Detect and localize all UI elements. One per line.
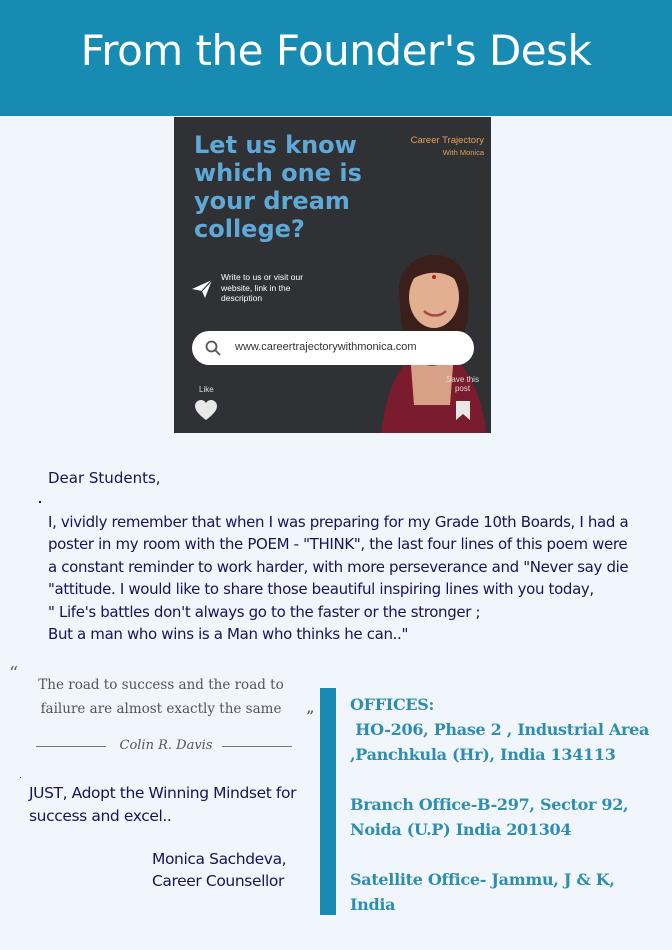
- poster-cta: Write to us or visit our website, link in the description: [221, 272, 304, 303]
- letter-body: I, vividly remember that when I was preparing for my Grade 10th Boards, I had a poster in my room with the POEM - "THINK", the last four lines of this poem were a constant reminder to work harder, with more perseverance and "Never say die "attitude. I would like to share those beautiful inspiring lines with you today, " Life's battles don't always go to the faster or the stronger ; But a man who wins is a Man who thinks he can..": [48, 513, 629, 644]
- heart-icon: [194, 399, 218, 421]
- quote-text: The road to success and the road to failure are almost exactly the same: [38, 677, 284, 717]
- quote-author: Colin R. Davis: [119, 738, 213, 753]
- search-icon: [205, 340, 221, 356]
- offices-block: [350, 692, 665, 942]
- decorative-dot: [20, 777, 21, 778]
- bookmark-icon: [455, 400, 471, 421]
- satellite-office-address: Satellite Office- Jammu, J & K, India: [350, 870, 615, 914]
- save-label: Save this post: [446, 375, 479, 393]
- signature: Monica Sachdeva, Career Counsellor: [152, 850, 287, 890]
- branch-office-address: Branch Office-B-297, Sector 92, Noida (U.P) India 201304: [350, 795, 629, 839]
- quote-open-mark: “: [9, 663, 19, 684]
- offices-accent-bar: [320, 688, 336, 915]
- send-icon: [191, 279, 213, 299]
- head-office-address: HO-206, Phase 2 , Industrial Area ,Panchkula (Hr), India 134113: [350, 720, 650, 764]
- decorative-dot: [39, 501, 41, 503]
- quote-divider-left: [36, 746, 106, 747]
- founder-photo: [370, 205, 491, 433]
- quote-divider-right: [222, 746, 292, 747]
- poster-url-bar: [192, 331, 474, 365]
- poster-brand: Career Trajectory With Monica: [410, 135, 484, 157]
- header-banner: [0, 0, 672, 116]
- mindset-message: JUST, Adopt the Winning Mindset for success and excel..: [29, 784, 297, 825]
- poster-headline: Let us know which one is your dream college?: [194, 131, 362, 243]
- poster-image: [174, 117, 491, 433]
- offices-heading: OFFICES:: [350, 695, 435, 714]
- page-title: From the Founder's Desk: [80, 26, 592, 75]
- poster-url: www.careertrajectorywithmonica.com: [235, 341, 417, 353]
- like-label: Like: [199, 385, 214, 394]
- letter-greeting: Dear Students,: [48, 469, 161, 487]
- quote-close-mark: ”: [306, 707, 315, 726]
